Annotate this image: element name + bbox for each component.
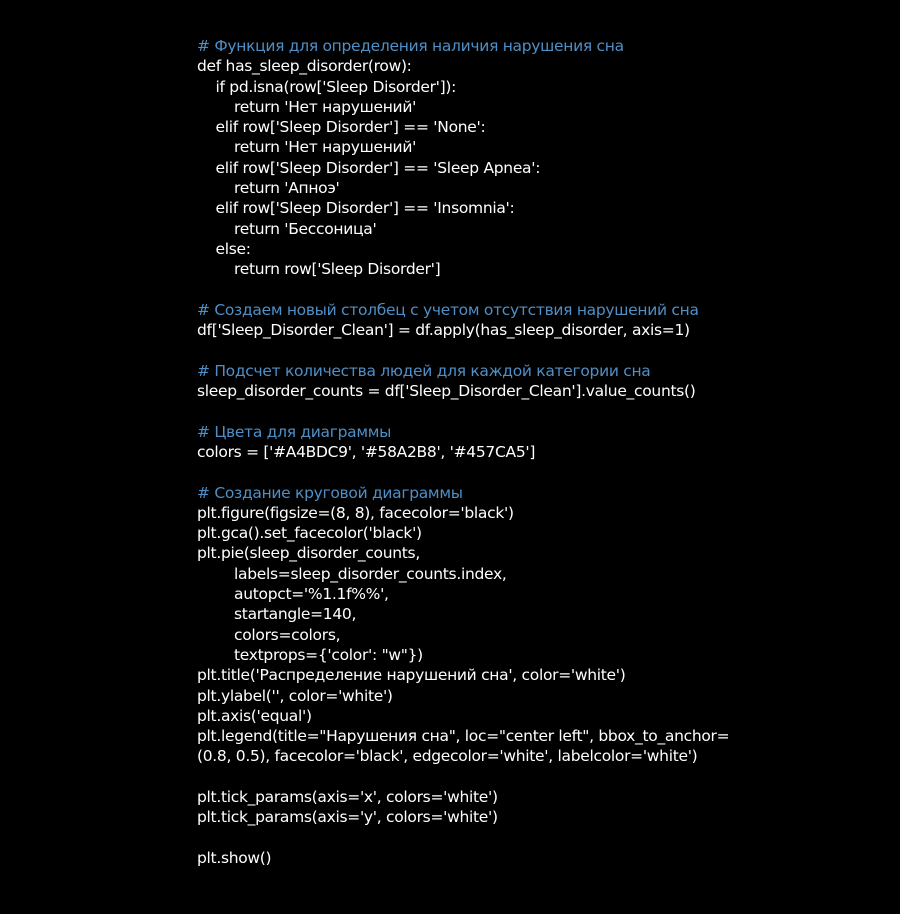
code-line: labels=sleep_disorder_counts.index, (197, 564, 507, 583)
code-comment-line: # Подсчет количества людей для каждой категории сна (197, 361, 651, 380)
blank-line (197, 340, 729, 360)
code-comment-line: # Функция для определения наличия нарушения сна (197, 37, 624, 55)
code-line: textprops={'color': "w"}) (197, 645, 423, 664)
blank-line (197, 767, 729, 787)
code-block (197, 36, 729, 868)
code-line: plt.legend(title="Нарушения сна", loc="center left", bbox_to_anchor= (197, 727, 730, 746)
code-line: elif row['Sleep Disorder'] == 'Insomnia': (197, 199, 515, 218)
blank-line (197, 401, 729, 421)
code-line: colors = ['#A4BDC9', '#58A2B8', '#457CA5'] (197, 442, 536, 461)
code-line: return row['Sleep Disorder'] (197, 260, 441, 279)
blank-line (197, 462, 729, 482)
code-line: startangle=140, (197, 605, 357, 624)
code-comment-line: # Создаем новый столбец с учетом отсутствия нарушений сна (197, 300, 699, 319)
code-line: elif row['Sleep Disorder'] == 'Sleep Apnea': (197, 158, 541, 177)
code-line: return 'Нет нарушений' (197, 97, 417, 116)
code-line: sleep_disorder_counts = df['Sleep_Disorder_Clean'].value_counts() (197, 382, 696, 401)
code-line: plt.figure(figsize=(8, 8), facecolor='black') (197, 503, 514, 522)
code-line: def has_sleep_disorder(row): (197, 57, 412, 76)
code-line: elif row['Sleep Disorder'] == 'None': (197, 118, 486, 137)
code-comment-line: # Цвета для диаграммы (197, 422, 392, 441)
blank-line (197, 828, 729, 848)
code-line: return 'Апноэ' (197, 179, 340, 198)
code-line: df['Sleep_Disorder_Clean'] = df.apply(has_sleep_disorder, axis=1) (197, 321, 690, 340)
code-line: plt.tick_params(axis='x', colors='white') (197, 787, 498, 806)
code-line: plt.axis('equal') (197, 706, 312, 725)
code-line: plt.gca().set_facecolor('black') (197, 524, 422, 543)
code-line: plt.pie(sleep_disorder_counts, (197, 544, 420, 563)
code-line: plt.show() (197, 848, 272, 867)
code-line: else: (197, 239, 251, 258)
code-line: colors=colors, (197, 625, 341, 644)
blank-line (197, 280, 729, 300)
code-line: if pd.isna(row['Sleep Disorder']): (197, 77, 457, 96)
code-line: return 'Бессоница' (197, 219, 377, 238)
code-line: plt.title('Распределение нарушений сна', color='white') (197, 666, 626, 685)
code-line: return 'Нет нарушений' (197, 138, 417, 157)
code-line: plt.ylabel('', color='white') (197, 686, 393, 705)
code-line: plt.tick_params(axis='y', colors='white') (197, 808, 498, 827)
code-comment-line: # Создание круговой диаграммы (197, 483, 463, 502)
code-line: autopct='%1.1f%%', (197, 585, 389, 604)
code-line: (0.8, 0.5), facecolor='black', edgecolor='white', labelcolor='white') (197, 747, 698, 766)
